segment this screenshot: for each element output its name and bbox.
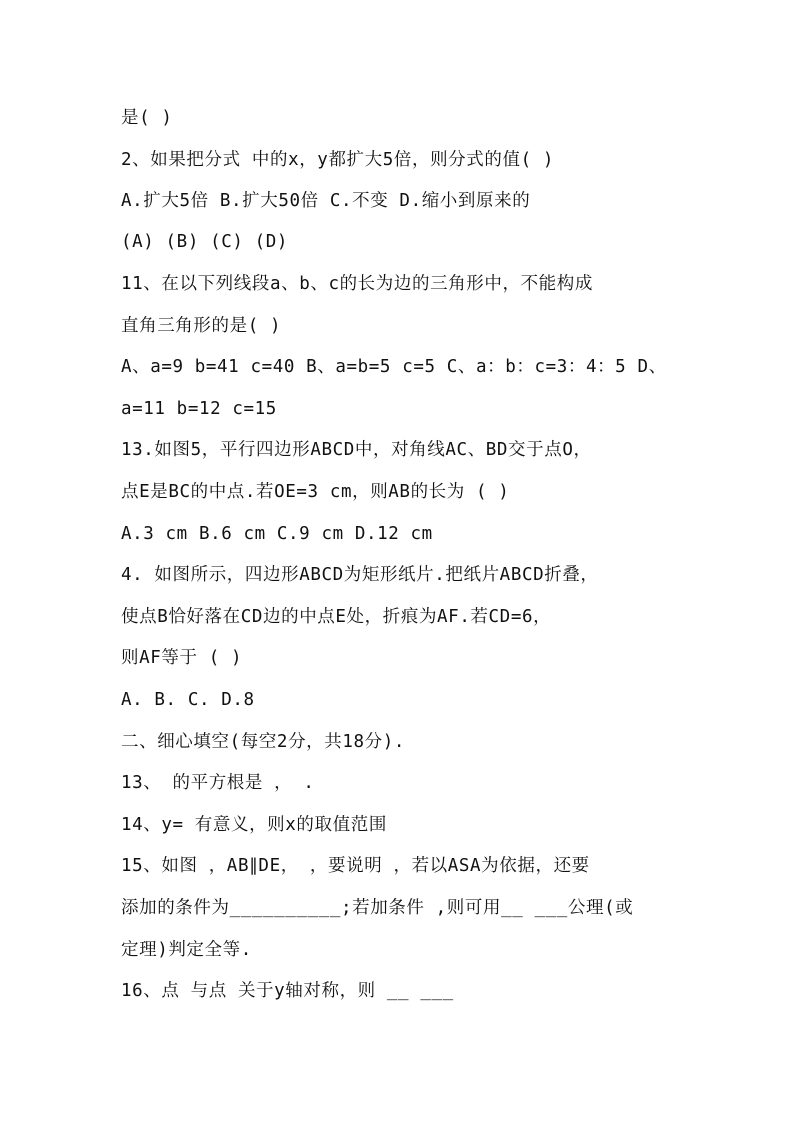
question-line: 4. 如图所示，四边形ABCD为矩形纸片.把纸片ABCD折叠， [121,565,599,585]
section-heading: 二、细心填空(每空2分，共18分). [121,732,406,752]
text-line: 直角三角形的是( ) [121,316,282,336]
answer-options-line: A.扩大5倍 B.扩大50倍 C.不变 D.缩小到原来的 [121,191,531,211]
text-line: 使点B恰好落在CD边的中点E处，折痕为AF.若CD=6， [121,607,552,627]
text-line: 添加的条件为__________;若加条件 ,则可用__ ___公理(或 [121,898,634,918]
question-line: 13.如图5，平行四边形ABCD中，对角线AC、BD交于点O， [121,440,592,460]
question-line: 15、如图 ，AB∥DE， ，要说明 ，若以ASA为依据，还要 [121,856,590,876]
text-line: 点E是BC的中点.若OE=3 cm，则AB的长为 ( ) [121,482,510,502]
text-line: 定理)判定全等. [121,940,252,960]
answer-options-line: (A) (B) (C) (D) [121,232,289,252]
question-line: 2、如果把分式 中的x，y都扩大5倍，则分式的值( ) [121,150,554,170]
text-line: 是( ) [121,108,173,128]
answer-options-line: a=11 b=12 c=15 [121,399,277,419]
answer-options-line: A、a=9 b=41 c=40 B、a=b=5 c=5 C、a：b：c=3：4：5 D、 [121,357,667,377]
question-line: 13、 的平方根是 ， . [121,773,315,793]
question-line: 11、在以下列线段a、b、c的长为边的三角形中，不能构成 [121,274,593,294]
answer-options-line: A. B. C. D.8 [121,690,255,710]
question-line: 14、y= 有意义，则x的取值范围 [121,815,387,835]
text-line: 则AF等于 ( ) [121,648,243,668]
question-line: 16、点 与点 关于y轴对称，则 __ ___ [121,981,454,1001]
answer-options-line: A.3 cm B.6 cm C.9 cm D.12 cm [121,524,433,544]
